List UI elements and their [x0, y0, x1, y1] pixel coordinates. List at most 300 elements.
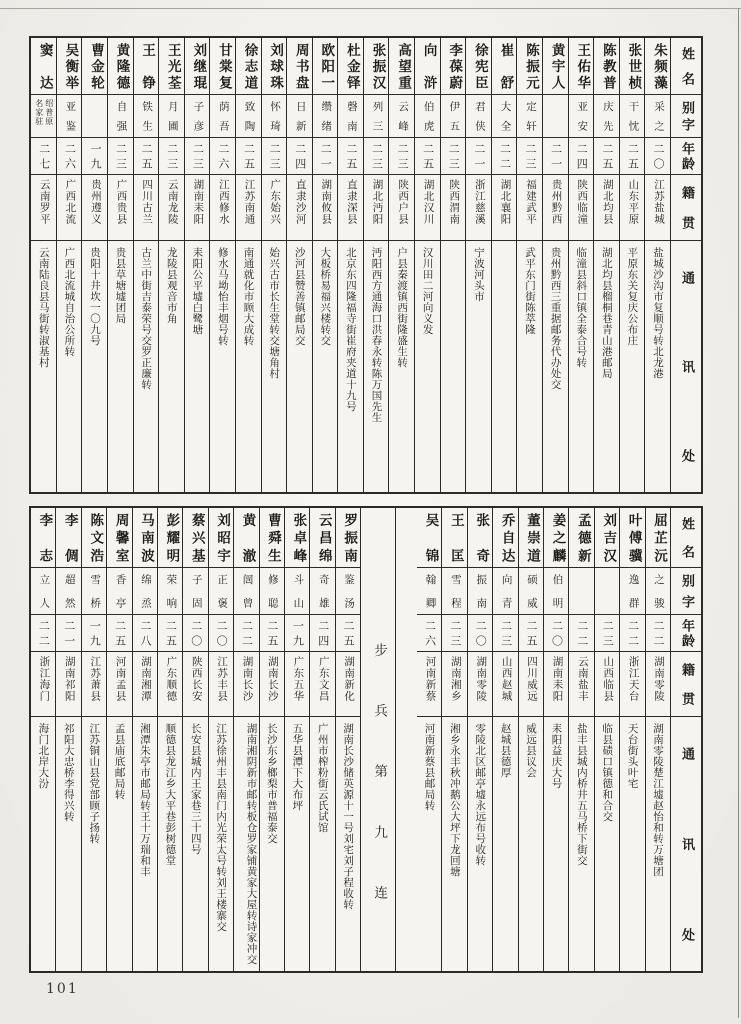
zi-cell: 正褒: [209, 568, 233, 615]
name-cell: 王匡: [442, 508, 466, 568]
person-column: [645, 508, 670, 971]
person-column: [55, 508, 80, 971]
native-cell: 广东文昌: [310, 652, 334, 717]
address-cell: 大板桥易福兴楼转交: [319, 247, 332, 346]
zi-cell: 闿曾: [234, 568, 258, 615]
address-cell: 零陵北区邮亭墟永远布号收转: [474, 723, 487, 866]
age-cell: 二三: [441, 138, 466, 175]
zi-cell: 定轩: [517, 95, 542, 138]
zi-cell: 立人: [31, 568, 55, 615]
address-cell: 平原东关复庆公布庄: [626, 247, 639, 346]
address-cell: 云南陆良县马街转淑基村: [37, 247, 50, 368]
address-cell: 户县秦渡镇西街隆盛生转: [396, 247, 409, 368]
zi-cell: 向青: [493, 568, 517, 615]
native-cell: 湖北汉川: [415, 175, 440, 241]
zi-cell: 绍普原名家驻: [31, 95, 56, 138]
name-cell: 徐宪臣: [466, 38, 491, 95]
person-column: [157, 508, 182, 971]
age-cell: 二二: [620, 615, 644, 652]
native-cell: 山西赵城: [493, 652, 517, 717]
person-column: [312, 38, 338, 492]
address-cell: 临县碛口镇德和合交: [601, 723, 614, 822]
unit-divider-label: 步兵第九连: [371, 643, 388, 899]
person-column: [619, 508, 644, 971]
native-cell: 陕西渭南: [441, 175, 466, 241]
header-native: 籍贯: [671, 652, 701, 717]
name-cell: 黄澈: [234, 508, 258, 568]
address-cell: 耒阳益庆大号: [550, 723, 563, 789]
zi-cell: 雪桥: [82, 568, 106, 615]
zi-cell: 修聪: [260, 568, 284, 615]
address-cell: 贵州黔西三重据邮务代办处交: [549, 247, 562, 390]
zi-cell: 怀琦: [262, 95, 287, 138]
zi-cell: 奇雄: [310, 568, 334, 615]
person-column: [542, 38, 568, 492]
zi-cell: [595, 568, 619, 615]
name-cell: 杜金铎: [338, 38, 363, 95]
address-cell: 北京东四隆福寺街崔府夹道十九号: [344, 247, 357, 412]
native-cell: 湖南攸县: [313, 175, 338, 241]
page-border-right: [738, 8, 739, 1018]
person-column: [184, 38, 210, 492]
zi-cell: 荫吾: [210, 95, 235, 138]
age-cell: 二〇: [183, 615, 207, 652]
zi-cell: 庆先: [594, 95, 619, 138]
age-cell: 二七: [31, 138, 56, 175]
name-cell: 王铮: [134, 38, 159, 95]
age-cell: 二三: [517, 138, 542, 175]
native-cell: 陕西户县: [389, 175, 414, 241]
person-column: [414, 38, 440, 492]
age-cell: 二八: [133, 615, 157, 652]
native-cell: 四川古兰: [134, 175, 159, 241]
zi-cell: 月圃: [159, 95, 184, 138]
name-cell: 蔡兴基: [183, 508, 207, 568]
age-cell: 二六: [417, 615, 441, 652]
age-cell: 二三: [108, 138, 133, 175]
native-cell: 湖北襄阳: [492, 175, 517, 241]
zi-cell: 君侠: [466, 95, 491, 138]
native-cell: 广东五华: [285, 652, 309, 717]
zi-cell: 亚鉴: [57, 95, 82, 138]
native-cell: 山西临县: [595, 652, 619, 717]
age-cell: 二二: [234, 615, 258, 652]
person-column: [441, 508, 466, 971]
age-cell: 二四: [310, 615, 334, 652]
age-cell: 二五: [134, 138, 159, 175]
native-cell: 湖南长沙: [260, 652, 284, 717]
native-cell: 湖南耒阳: [185, 175, 210, 241]
person-column: [440, 38, 466, 492]
address-cell: 湖北均县榴桐巷青山港邮局: [600, 247, 613, 379]
native-cell: 湖南湘乡: [442, 652, 466, 717]
native-cell: 贵州黔西: [543, 175, 568, 241]
address-cell: 广西北流城自治公所转: [63, 247, 76, 357]
age-cell: 二五: [260, 615, 284, 652]
age-cell: 二四: [569, 138, 594, 175]
zi-cell: 铁生: [134, 95, 159, 138]
age-cell: 二二: [569, 615, 593, 652]
native-cell: 福建武平: [517, 175, 542, 241]
name-cell: 周馨室: [107, 508, 131, 568]
name-cell: 吴衡举: [57, 38, 82, 95]
person-column: [132, 508, 157, 971]
native-cell: 浙江慈溪: [466, 175, 491, 241]
name-cell: 张奇: [468, 508, 492, 568]
zi-cell: 云峰: [389, 95, 414, 138]
age-cell: 二二: [646, 615, 670, 652]
person-column: [208, 508, 233, 971]
address-cell: 顺德县龙江乡大平巷彭树德堂: [164, 723, 177, 866]
age-cell: 二六: [210, 138, 235, 175]
zi-cell: 伊五: [441, 95, 466, 138]
zi-cell: [543, 95, 568, 138]
address-cell: 修水马坳怡丰烟号转: [216, 247, 229, 346]
address-cell: 湘潭朱亭市邮局转王十万瑞和丰: [138, 723, 151, 877]
native-cell: 湖南长沙: [234, 652, 258, 717]
person-column: [31, 508, 55, 971]
person-column: [286, 38, 312, 492]
address-cell: 广州市榨粉街云氏试馆: [316, 723, 329, 833]
person-column: [259, 508, 284, 971]
age-cell: 二五: [338, 138, 363, 175]
name-cell: 向浒: [415, 38, 440, 95]
zi-cell: 大全: [492, 95, 517, 138]
page-border-top: [0, 8, 741, 9]
person-column: [593, 38, 619, 492]
address-cell: 湘乡永丰秋冲鹅公大坪下龙回塘: [448, 723, 461, 877]
name-cell: 朱频藻: [645, 38, 670, 95]
native-cell: 湖北均县: [594, 175, 619, 241]
page-number: 101: [46, 981, 79, 997]
name-cell: 马南波: [133, 508, 157, 568]
person-column: [518, 508, 543, 971]
native-cell: 云南龙陵: [159, 175, 184, 241]
person-column: [233, 508, 258, 971]
person-column: [388, 38, 414, 492]
zi-cell: 子彦: [185, 95, 210, 138]
zi-cell: 缵绪: [313, 95, 338, 138]
person-column: [492, 508, 517, 971]
row-header-column: [670, 508, 701, 971]
person-column: [619, 38, 645, 492]
age-cell: 二〇: [209, 615, 233, 652]
address-cell: 湖南湘阴新市邮转板仓罗家铺黄家大屋转诗家冲交: [245, 723, 258, 965]
address-cell: 盐丰县城内桥井五马桥下街交: [575, 723, 588, 866]
age-cell: 二〇: [544, 615, 568, 652]
name-cell: 刘吉汉: [595, 508, 619, 568]
address-cell: 贵县草塘墟团局: [114, 247, 127, 324]
age-cell: 一九: [82, 615, 106, 652]
header-name: 姓名: [671, 508, 701, 568]
name-cell: 乔自达: [493, 508, 517, 568]
person-column: [106, 508, 131, 971]
person-column: [56, 38, 82, 492]
native-cell: 湖南耒阳: [544, 652, 568, 717]
native-cell: 广东始兴: [262, 175, 287, 241]
native-cell: 直隶深县: [338, 175, 363, 241]
age-cell: 二六: [57, 138, 82, 175]
zi-cell: 振南: [468, 568, 492, 615]
person-column: [516, 38, 542, 492]
native-cell: 河南孟县: [107, 652, 131, 717]
zi-cell: [82, 95, 107, 138]
address-cell: 临潼县斜口镇全泰合号转: [575, 247, 588, 368]
age-cell: 一九: [82, 138, 107, 175]
native-cell: 贵州遵义: [82, 175, 107, 241]
native-cell: 湖南新化: [336, 652, 360, 717]
name-cell: 陈振元: [517, 38, 542, 95]
person-column: [107, 38, 133, 492]
native-cell: 河南新蔡: [417, 652, 441, 717]
zi-cell: 雪程: [442, 568, 466, 615]
header-age: 年龄: [671, 138, 701, 175]
name-cell: 甘棠复: [210, 38, 235, 95]
address-cell: 沙河县赞善镇邮局交: [293, 247, 306, 346]
native-cell: 浙江海门: [31, 652, 55, 717]
native-cell: 湖南零陵: [468, 652, 492, 717]
age-cell: 二五: [519, 615, 543, 652]
address-cell: 南通就化市顾大成转: [242, 247, 255, 346]
native-cell: 四川威远: [519, 652, 543, 717]
name-cell: 李葆蔚: [441, 38, 466, 95]
name-cell: 王光荃: [159, 38, 184, 95]
zi-cell: 翰卿: [417, 568, 441, 615]
name-cell: 周书盘: [287, 38, 312, 95]
address-cell: 宁波河头市: [472, 247, 485, 302]
header-address: 通讯处: [679, 747, 694, 941]
empty-column: [395, 508, 417, 971]
person-column: [158, 38, 184, 492]
address-cell: 沔阳西方通海口洪春永转陈万国先生: [370, 247, 383, 423]
address-cell: 武平东门街陈萃隆: [524, 247, 537, 335]
header-zi: 别字: [671, 568, 701, 615]
person-column: [182, 508, 207, 971]
person-column: [417, 508, 441, 971]
address-cell: [492, 241, 517, 492]
name-cell: 张卓峰: [285, 508, 309, 568]
person-column: [284, 508, 309, 971]
age-cell: 二五: [158, 615, 182, 652]
name-cell: 崔舒: [492, 38, 517, 95]
header-address: 通讯处: [679, 271, 694, 462]
native-cell: 云南罗平: [31, 175, 56, 241]
zi-cell: 子固: [183, 568, 207, 615]
zi-cell: 超然: [56, 568, 80, 615]
person-column: [491, 38, 517, 492]
person-column: [335, 508, 360, 971]
age-cell: 二一: [56, 615, 80, 652]
name-cell: 徐志道: [236, 38, 261, 95]
person-column: [31, 38, 56, 492]
zi-cell: 斗山: [285, 568, 309, 615]
zi-cell: 伯虎: [415, 95, 440, 138]
header-zi: 别字: [671, 95, 701, 138]
zi-cell: [569, 568, 593, 615]
name-cell: 欧阳一: [313, 38, 338, 95]
name-cell: 李倜: [56, 508, 80, 568]
name-cell: 窦达: [31, 38, 56, 95]
name-cell: 刘继琨: [185, 38, 210, 95]
native-cell: 湖北沔阳: [364, 175, 389, 241]
name-cell: 张世桢: [620, 38, 645, 95]
address-cell: 盐城沙沟市复顺号转北龙港: [652, 247, 664, 379]
address-cell: 耒阳公平墟白鹭塘: [191, 247, 204, 335]
zi-cell: 采之: [645, 95, 670, 138]
native-cell: 江西修水: [210, 175, 235, 241]
name-cell: 高望重: [389, 38, 414, 95]
address-cell: 威远县议会: [525, 723, 538, 778]
name-cell: 刘昭宇: [209, 508, 233, 568]
address-cell: 贵阳十井坎一〇九号: [88, 247, 101, 346]
name-cell: 黄宇人: [543, 38, 568, 95]
name-cell: 刘球珠: [262, 38, 287, 95]
age-cell: 二五: [107, 615, 131, 652]
native-cell: 湖南祁阳: [56, 652, 80, 717]
age-cell: 二三: [389, 138, 414, 175]
age-cell: 二三: [185, 138, 210, 175]
person-column: [465, 38, 491, 492]
name-cell: 李志: [31, 508, 55, 568]
native-cell: 陕西长安: [183, 652, 207, 717]
age-cell: 二三: [159, 138, 184, 175]
age-cell: 二五: [236, 138, 261, 175]
address-cell: 祁阳大忠桥李得兴转: [62, 723, 75, 822]
address-cell: 海门北岸大汾: [37, 723, 50, 789]
name-cell: 云昌绵: [310, 508, 334, 568]
age-cell: 二二: [492, 138, 517, 175]
zi-cell: 逸群: [620, 568, 644, 615]
person-column: [363, 38, 389, 492]
age-cell: 二四: [287, 138, 312, 175]
person-column: [568, 508, 593, 971]
person-column: [594, 508, 619, 971]
name-cell: 叶傅骥: [620, 508, 644, 568]
age-cell: 二一: [313, 138, 338, 175]
name-cell: 陈教普: [594, 38, 619, 95]
name-cell: 孟德新: [569, 508, 593, 568]
address-cell: 始兴古市长生堂转交塘角村: [268, 247, 281, 379]
person-column: [337, 38, 363, 492]
name-cell: 黄隆德: [108, 38, 133, 95]
address-cell: 江苏徐州丰县南门内光荣太号转刘王楼寨交: [215, 723, 228, 932]
age-cell: 二二: [31, 615, 55, 652]
native-cell: 直隶沙河: [287, 175, 312, 241]
zi-cell: 之骏: [646, 568, 670, 615]
native-cell: 江苏南通: [236, 175, 261, 241]
name-cell: 王佑华: [569, 38, 594, 95]
person-column: [568, 38, 594, 492]
header-native: 籍贯: [671, 175, 701, 241]
unit-divider-column: [360, 508, 395, 971]
native-cell: 山东平原: [620, 175, 645, 241]
person-column: [644, 38, 670, 492]
zi-cell: 荣响: [158, 568, 182, 615]
address-cell: 赵城县德厚: [499, 723, 512, 778]
age-cell: 二五: [594, 138, 619, 175]
native-cell: 陕西临潼: [569, 175, 594, 241]
header-age: 年龄: [671, 615, 701, 652]
row-header-column: [670, 38, 701, 492]
name-cell: 陈文浩: [82, 508, 106, 568]
roster-table-lower: [29, 506, 703, 973]
zi-cell: 列三: [364, 95, 389, 138]
age-cell: 二三: [364, 138, 389, 175]
person-column: [81, 38, 107, 492]
address-cell: 江苏铜山县党部顾子扬转: [88, 723, 101, 844]
native-cell: 广西北流: [57, 175, 82, 241]
name-cell: 姜之麟: [544, 508, 568, 568]
name-cell: 吴锦: [417, 508, 441, 568]
age-cell: 二五: [620, 138, 645, 175]
person-column: [467, 508, 492, 971]
native-cell: 广东顺德: [158, 652, 182, 717]
age-cell: 二五: [336, 615, 360, 652]
name-cell: 屈芷沅: [646, 508, 670, 568]
age-cell: 二三: [595, 615, 619, 652]
person-column: [133, 38, 159, 492]
zi-cell: 磬南: [338, 95, 363, 138]
age-cell: 二五: [415, 138, 440, 175]
age-cell: 二一: [543, 138, 568, 175]
native-cell: 江苏盐城: [645, 175, 670, 241]
zi-cell: 硕威: [519, 568, 543, 615]
person-column: [543, 508, 568, 971]
person-column: [209, 38, 235, 492]
native-cell: 湖南湘潭: [133, 652, 157, 717]
person-column: [81, 508, 106, 971]
zi-cell: 干忱: [620, 95, 645, 138]
native-cell: 江苏萧县: [82, 652, 106, 717]
age-cell: 一九: [285, 615, 309, 652]
age-cell: 二三: [262, 138, 287, 175]
name-cell: 曹金轮: [82, 38, 107, 95]
address-cell: 汉川田二河向义发: [421, 247, 434, 335]
address-cell: 古兰中街吉泰荣号交罗正廉转: [140, 247, 153, 390]
native-cell: 江苏丰县: [209, 652, 233, 717]
address-cell: 龙陵县观音市角: [165, 247, 178, 324]
name-cell: 彭耀明: [158, 508, 182, 568]
age-cell: 二〇: [468, 615, 492, 652]
age-cell: 二三: [442, 615, 466, 652]
zi-cell: 亚安: [569, 95, 594, 138]
native-cell: 云南盐丰: [569, 652, 593, 717]
person-column: [235, 38, 261, 492]
address-cell: 湖南零陵楚江墟赵怡和转万塘团: [652, 723, 664, 877]
native-cell: 浙江天台: [620, 652, 644, 717]
address-cell: 长沙东乡榔梨市普福泰交: [265, 723, 278, 844]
address-cell: 孟县庙底邮局转: [113, 723, 126, 800]
address-cell: 湖南长沙储英源十一号刘宅刘子程收转: [342, 723, 355, 910]
zi-cell: 香亭: [107, 568, 131, 615]
age-cell: 二〇: [645, 138, 670, 175]
zi-cell: 日新: [287, 95, 312, 138]
person-column: [261, 38, 287, 492]
native-cell: 湖南零陵: [646, 652, 670, 717]
address-cell: 五华县潭下大布坪: [291, 723, 304, 811]
header-name: 姓名: [671, 38, 701, 95]
zi-cell: 自强: [108, 95, 133, 138]
name-cell: 董崇道: [519, 508, 543, 568]
age-cell: 二一: [466, 138, 491, 175]
address-cell: 长安县城内王家巷三十四号: [189, 723, 202, 855]
zi-cell: 致陶: [236, 95, 261, 138]
address-cell: [441, 241, 466, 492]
zi-cell: 绵烝: [133, 568, 157, 615]
person-column: [309, 508, 334, 971]
age-cell: 二三: [493, 615, 517, 652]
native-cell: 广西贵县: [108, 175, 133, 241]
